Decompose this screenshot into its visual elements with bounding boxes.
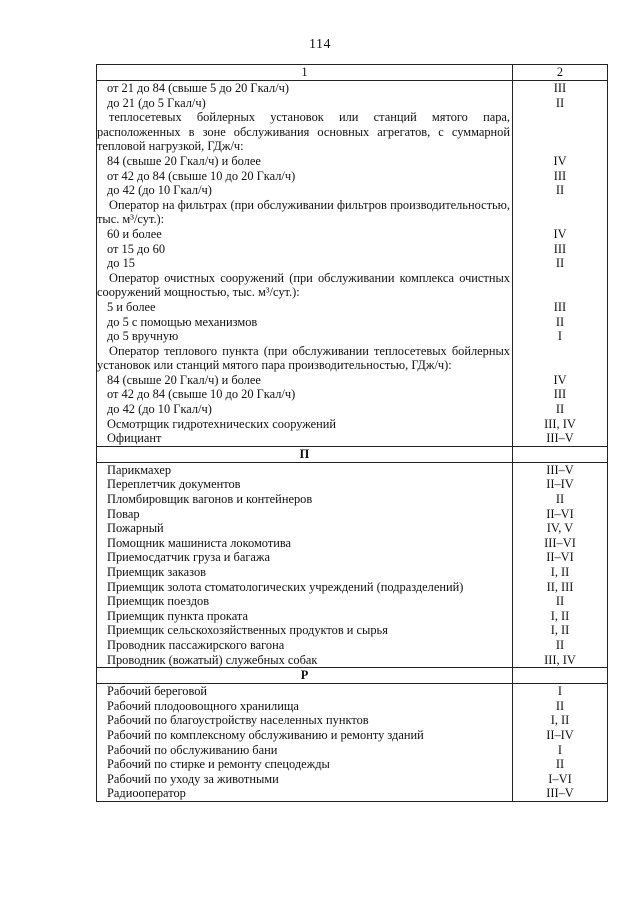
- row-grade: [513, 110, 608, 154]
- row-description: до 42 (до 10 Гкал/ч): [97, 402, 513, 417]
- row-grade: IV: [513, 154, 608, 169]
- row-description: 84 (свыше 20 Гкал/ч) и более: [97, 373, 513, 388]
- row-description: Рабочий по уходу за животными: [97, 772, 513, 787]
- row-grade: II: [513, 757, 608, 772]
- row-grade: III–V: [513, 786, 608, 801]
- row-grade: IV: [513, 227, 608, 242]
- row-grade: III: [513, 81, 608, 96]
- row-description: от 15 до 60: [97, 242, 513, 257]
- row-description: Помощник машиниста локомотива: [97, 536, 513, 551]
- row-grade: I: [513, 329, 608, 344]
- table-row: [97, 609, 608, 624]
- row-description: до 5 с помощью механизмов: [97, 315, 513, 330]
- table-row: [97, 154, 608, 169]
- table-row: [97, 638, 608, 653]
- row-description: Осмотрщик гидротехнических сооружений: [97, 417, 513, 432]
- row-description: Приемщик поездов: [97, 594, 513, 609]
- row-grade: [513, 198, 608, 227]
- table-row: [97, 653, 608, 668]
- row-grade: II: [513, 699, 608, 714]
- table-row: [97, 198, 608, 227]
- row-description: 84 (свыше 20 Гкал/ч) и более: [97, 154, 513, 169]
- table-block-continuation: [97, 81, 608, 447]
- table-row: [97, 684, 608, 699]
- row-description: Проводник пассажирского вагона: [97, 638, 513, 653]
- table-row: [97, 256, 608, 271]
- row-description: Приемщик заказов: [97, 565, 513, 580]
- row-description: Оператор на фильтрах (при обслуживании фильтров производительностью, тыс. м³/сут.):: [97, 198, 513, 227]
- table-row: [97, 713, 608, 728]
- table-row: [97, 183, 608, 198]
- table-row: [97, 227, 608, 242]
- section-letter: П: [97, 446, 513, 462]
- row-grade: III: [513, 300, 608, 315]
- row-grade: III–V: [513, 462, 608, 477]
- table-row: [97, 81, 608, 96]
- column-header-1: 1: [97, 65, 513, 81]
- row-description: Повар: [97, 507, 513, 522]
- table-row: [97, 271, 608, 300]
- row-grade: III: [513, 169, 608, 184]
- row-grade: IV: [513, 373, 608, 388]
- row-grade: II: [513, 256, 608, 271]
- row-description: Официант: [97, 431, 513, 446]
- section-p-rows: [97, 462, 608, 667]
- row-description: Приемщик пункта проката: [97, 609, 513, 624]
- section-letter: Р: [97, 668, 513, 684]
- table-row: [97, 550, 608, 565]
- table-row: [97, 402, 608, 417]
- row-description: от 21 до 84 (свыше 5 до 20 Гкал/ч): [97, 81, 513, 96]
- qualification-table: [96, 64, 608, 802]
- table-row: [97, 344, 608, 373]
- table-row: [97, 565, 608, 580]
- row-grade: II–IV: [513, 477, 608, 492]
- row-description: Переплетчик документов: [97, 477, 513, 492]
- row-description: Проводник (вожатый) служебных собак: [97, 653, 513, 668]
- row-grade: I, II: [513, 623, 608, 638]
- table-row: [97, 315, 608, 330]
- row-grade: II–IV: [513, 728, 608, 743]
- row-grade: I–VI: [513, 772, 608, 787]
- row-description: Рабочий по комплексному обслуживанию и ремонту зданий: [97, 728, 513, 743]
- row-grade: II–VI: [513, 507, 608, 522]
- row-description: Оператор теплового пункта (при обслуживании теплосетевых бойлерных установок или станций мятого пара производительностью, ГДж/ч):: [97, 344, 513, 373]
- row-description: от 42 до 84 (свыше 10 до 20 Гкал/ч): [97, 387, 513, 402]
- row-grade: III–V: [513, 431, 608, 446]
- table-row: [97, 431, 608, 446]
- column-header-2: 2: [513, 65, 608, 81]
- table-row: [97, 786, 608, 801]
- section-row-p: [97, 446, 608, 462]
- row-description: Радиооператор: [97, 786, 513, 801]
- row-grade: II–VI: [513, 550, 608, 565]
- table-row: [97, 507, 608, 522]
- table-row: [97, 477, 608, 492]
- row-grade: [513, 344, 608, 373]
- table-row: [97, 417, 608, 432]
- row-description: Приемщик золота стоматологических учреждений (подразделений): [97, 580, 513, 595]
- row-grade: II: [513, 315, 608, 330]
- row-description: Парикмахер: [97, 462, 513, 477]
- table-row: [97, 329, 608, 344]
- row-description: до 21 (до 5 Гкал/ч): [97, 96, 513, 111]
- table-row: [97, 242, 608, 257]
- row-grade: I, II: [513, 565, 608, 580]
- table-row: [97, 521, 608, 536]
- table-row: [97, 743, 608, 758]
- row-grade: III, IV: [513, 653, 608, 668]
- table-row: [97, 492, 608, 507]
- row-description: Оператор очистных сооружений (при обслуживании комплекса очистных сооружений мощностью, тыс. м³/сут.):: [97, 271, 513, 300]
- table-row: [97, 699, 608, 714]
- page-number: 114: [309, 37, 331, 52]
- row-grade: II: [513, 402, 608, 417]
- row-grade: I, II: [513, 609, 608, 624]
- row-description: Приемосдатчик груза и багажа: [97, 550, 513, 565]
- row-grade: II: [513, 492, 608, 507]
- row-description: Приемщик сельскохозяйственных продуктов и сырья: [97, 623, 513, 638]
- row-grade: I: [513, 743, 608, 758]
- row-description: Рабочий по благоустройству населенных пунктов: [97, 713, 513, 728]
- row-grade: III, IV: [513, 417, 608, 432]
- row-grade: IV, V: [513, 521, 608, 536]
- row-grade: [513, 271, 608, 300]
- table-row: [97, 373, 608, 388]
- row-grade: I: [513, 684, 608, 699]
- row-description: до 42 (до 10 Гкал/ч): [97, 183, 513, 198]
- row-description: Рабочий по обслуживанию бани: [97, 743, 513, 758]
- table-row: [97, 300, 608, 315]
- row-grade: II, III: [513, 580, 608, 595]
- table-row: [97, 580, 608, 595]
- row-grade: III: [513, 242, 608, 257]
- row-description: Пломбировщик вагонов и контейнеров: [97, 492, 513, 507]
- table-row: [97, 169, 608, 184]
- row-description: Рабочий береговой: [97, 684, 513, 699]
- table-row: [97, 728, 608, 743]
- table-row: [97, 772, 608, 787]
- row-grade: II: [513, 183, 608, 198]
- table-header-row: [97, 65, 608, 81]
- row-grade: I, II: [513, 713, 608, 728]
- table-row: [97, 623, 608, 638]
- row-description: Рабочий плодоовощного хранилища: [97, 699, 513, 714]
- table-row: [97, 757, 608, 772]
- row-description: до 5 вручную: [97, 329, 513, 344]
- row-grade: III: [513, 387, 608, 402]
- row-description: 5 и более: [97, 300, 513, 315]
- row-description: Рабочий по стирке и ремонту спецодежды: [97, 757, 513, 772]
- row-grade: III–VI: [513, 536, 608, 551]
- table-row: [97, 462, 608, 477]
- row-description: 60 и более: [97, 227, 513, 242]
- section-row-r: [97, 668, 608, 684]
- table-row: [97, 594, 608, 609]
- row-grade: II: [513, 96, 608, 111]
- table-row: [97, 387, 608, 402]
- row-grade: II: [513, 594, 608, 609]
- table-row: [97, 96, 608, 111]
- row-description: теплосетевых бойлерных установок или станций мятого пара, расположенных в зоне обслуживания основных агрегатов, с суммарной тепловой нагрузкой, ГДж/ч:: [97, 110, 513, 154]
- row-grade: II: [513, 638, 608, 653]
- row-description: Пожарный: [97, 521, 513, 536]
- table-row: [97, 536, 608, 551]
- section-r-rows: [97, 684, 608, 802]
- row-description: от 42 до 84 (свыше 10 до 20 Гкал/ч): [97, 169, 513, 184]
- row-description: до 15: [97, 256, 513, 271]
- table-row: [97, 110, 608, 154]
